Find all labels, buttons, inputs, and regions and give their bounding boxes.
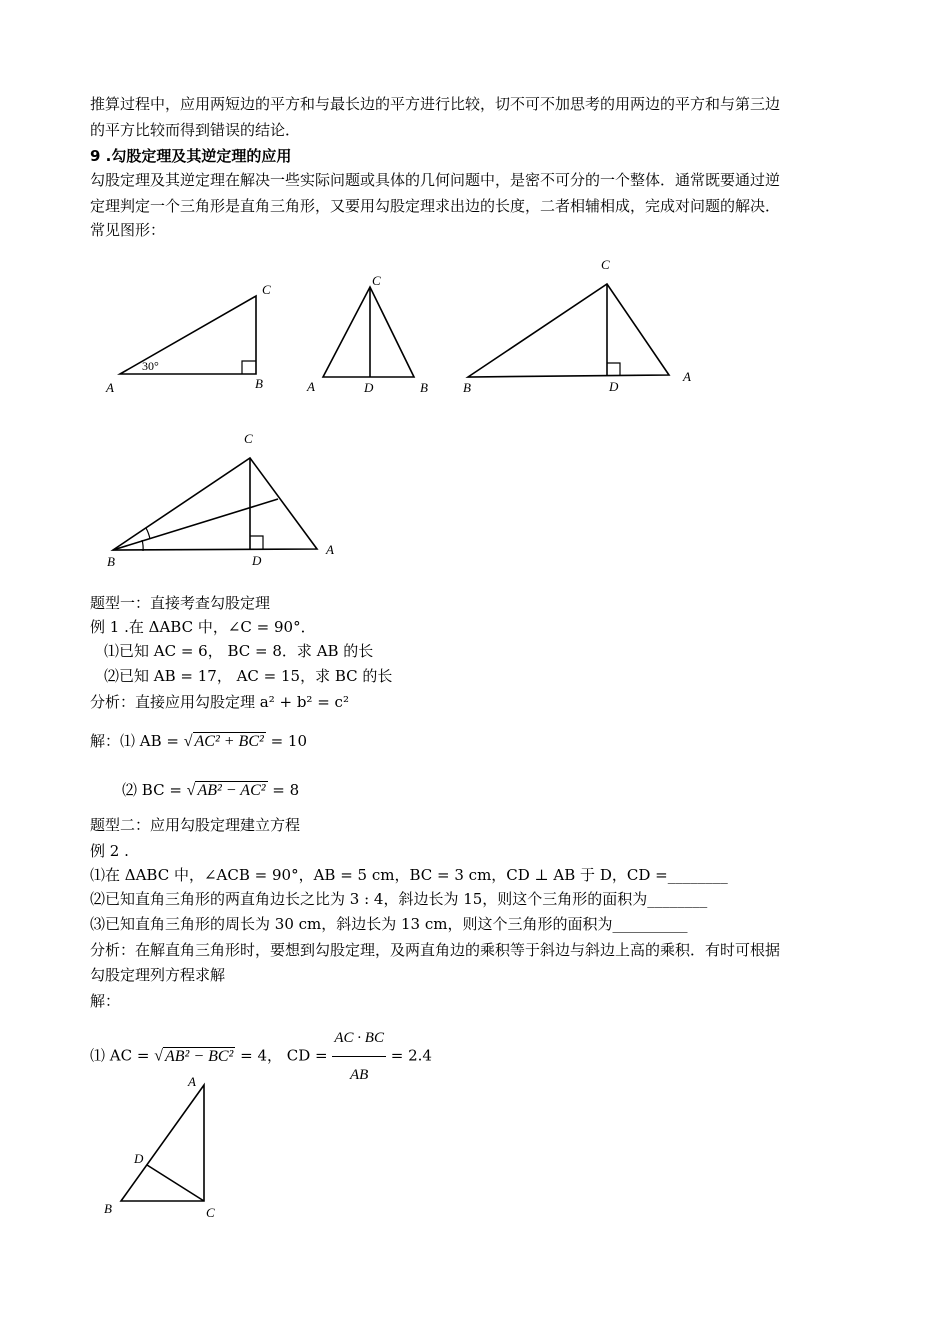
type2-analysis-1: 分析：在解直角三角形时，要想到勾股定理，及两直角边的乘积等于斜边与斜边上高的乘积．有时可根据 [90, 941, 781, 959]
section-para-2: 定理判定一个三角形是直角三角形，又要用勾股定理求出边的长度，二者相辅相成，完成对问题的解决． [90, 197, 781, 215]
fig1-angle-label: 30° [142, 359, 159, 373]
figure-5 [121, 1085, 204, 1201]
sol2-prefix: ⑵ BC = [122, 781, 187, 799]
fig4-label-c: C [244, 431, 253, 446]
intro-line-1: 推算过程中，应用两短边的平方和与最长边的平方进行比较，切不可不加思考的用两边的平方和与第三边 [90, 95, 781, 113]
sol2-result: = 8 [267, 781, 300, 799]
section-para-3: 常见图形： [90, 221, 166, 239]
type2-question-2: ⑵已知直角三角形的两直角边长之比为 3 : 4，斜边长为 15，则这个三角形的面积为________ [90, 890, 708, 908]
figure-4 [113, 458, 317, 551]
type1-solution-2: ⑵ BC = √ AB² − AC² = 8 [122, 781, 300, 799]
section-heading: 9 .勾股定理及其逆定理的应用 [90, 147, 292, 165]
fig5-label-b: B [104, 1201, 112, 1216]
sol1-prefix: 解：⑴ AB = [90, 732, 184, 750]
type1-question-2: ⑵已知 AB = 17， AC = 15，求 BC 的长 [104, 667, 393, 685]
fig4-label-a: A [326, 542, 334, 557]
figure-1 [120, 296, 256, 374]
type2-title: 题型二：应用勾股定理建立方程 [90, 816, 301, 834]
type2-analysis-2: 勾股定理列方程求解 [90, 966, 226, 984]
fig3-label-b: B [463, 380, 471, 395]
cd-fraction [332, 1020, 386, 1093]
fig5-label-a: A [188, 1074, 196, 1089]
type2-example-head: 例 2 . [90, 842, 129, 860]
cd-fraction-denominator: AB [350, 1067, 369, 1083]
fig1-label-c: C [262, 282, 271, 297]
type1-title: 题型一：直接考查勾股定理 [90, 594, 271, 612]
fig5-label-c: C [206, 1205, 215, 1220]
fig1-label-a: A [106, 380, 114, 395]
cd-fraction-numerator: AC · BC [332, 1020, 386, 1057]
fig3-label-d: D [609, 379, 619, 394]
sol1-radicand: AC² + BC² [194, 733, 264, 750]
t2-sol1-result: = 2.4 [385, 1046, 432, 1065]
fig3-label-a: A [683, 369, 691, 384]
fig2-label-c: C [372, 273, 381, 288]
intro-line-2: 的平方比较而得到错误的结论． [90, 121, 301, 139]
t2-sol1-prefix: ⑴ AC = [90, 1046, 155, 1065]
type1-example-head: 例 1 .在 ΔABC 中，∠C = 90°． [90, 618, 316, 636]
type2-question-3: ⑶已知直角三角形的周长为 30 cm，斜边长为 13 cm，则这个三角形的面积为__________ [90, 915, 688, 933]
fig2-label-b: B [420, 380, 428, 395]
type2-solution-label: 解： [90, 992, 121, 1010]
fig5-label-d: D [134, 1151, 144, 1166]
fig3-label-c: C [601, 257, 610, 272]
type1-question-1: ⑴已知 AC = 6， BC = 8．求 AB 的长 [104, 642, 374, 660]
sol2-radicand: AB² − AC² [197, 782, 266, 799]
type2-question-1: ⑴在 ΔABC 中，∠ACB = 90°，AB = 5 cm，BC = 3 cm，CD ⊥ AB 于 D，CD =________ [90, 866, 728, 884]
fig2-label-a: A [307, 379, 315, 394]
type1-analysis: 分析：直接应用勾股定理 a² + b² = c² [90, 693, 349, 711]
fig4-label-b: B [107, 554, 115, 569]
type1-solution-1: 解：⑴ AB = √ AC² + BC² = 10 [90, 732, 307, 750]
figure-2 [323, 287, 414, 377]
figure-3 [468, 284, 669, 377]
type2-solution-1: ⑴ AC = √ AB² − BC² = 4， CD = $\frac{AC \cdot BC}{AB}$ = 2.4 [90, 1020, 432, 1093]
fig1-label-b: B [255, 376, 263, 391]
t2-sol1-radicand: AB² − BC² [164, 1047, 234, 1065]
fig4-label-d: D [252, 553, 262, 568]
sol1-result: = 10 [265, 732, 307, 750]
section-para-1: 勾股定理及其逆定理在解决一些实际问题或具体的几何问题中，是密不可分的一个整体．通常既要通过逆 [90, 171, 781, 189]
fig2-label-d: D [364, 380, 374, 395]
t2-sol1-mid: = 4， CD = [235, 1046, 333, 1065]
